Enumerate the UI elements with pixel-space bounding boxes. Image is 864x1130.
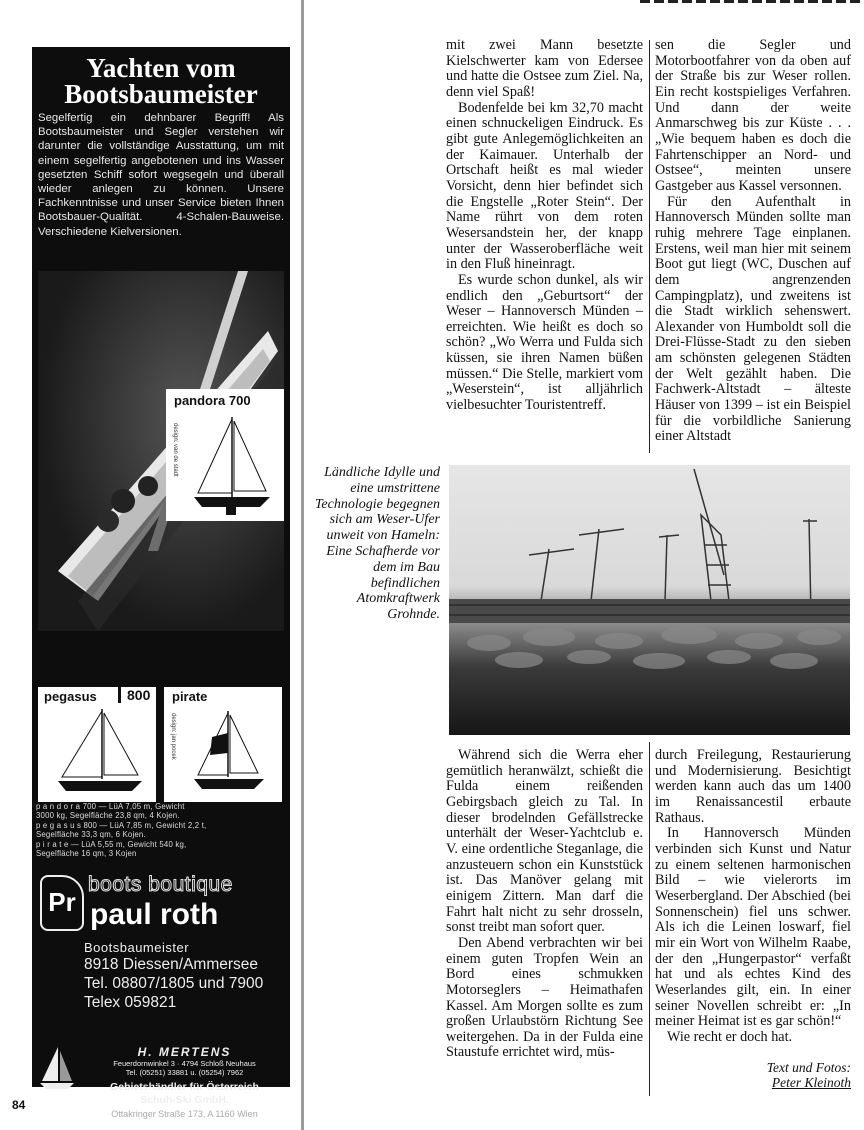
column-rule xyxy=(649,40,650,453)
dealer-label xyxy=(82,1081,287,1106)
pirate-card xyxy=(164,687,282,802)
dealer-info xyxy=(82,1045,287,1119)
spec-line: p a n d o r a 700 — LüA 7,05 m, Gewicht xyxy=(36,802,185,811)
dealer-label-line: Schuh-Ski GmbH. xyxy=(140,1093,229,1106)
dealer-brand: H. MERTENS xyxy=(137,1045,232,1059)
photo-caption: Ländliche Idylle und eine umstrittene Technologie begegnen sich am Weser-Ufer unweit von Hameln: Eine Schafherde vor dem im Bau befindlichen Atomkraftwerk Grohnde. xyxy=(314,465,440,623)
spec-line: Segelfläche 16 qm, 3 Kojen xyxy=(36,849,137,859)
pandora-card xyxy=(166,389,284,521)
spec-line: Segelfläche 33,3 qm, 6 Kojen. xyxy=(36,830,146,840)
boutique-wordmark: boots boutique xyxy=(88,873,233,896)
dealer-address: Feuerdornwinkel 3 · 4794 Schloß Neuhaus xyxy=(113,1059,256,1068)
spec-line: p e g a s u s 800 — LüA 7,85 m, Gewicht 2,2 t, xyxy=(36,820,207,830)
pirate-designer-credit: design: jan pocek xyxy=(170,713,176,760)
company-role: Bootsbaumeister xyxy=(84,940,190,955)
paragraph: sen die Segler und Motorbootfahrer von da oben auf der Straße bis zur Weser rollen. Ein recht kostspieliges Verfahren. Und dann der weite Anmarschweg bis zur Küste . . . „Wie bequem haben es doch die Fahrtenschipper an Nord- und Ostsee“, meinten unsere Gastgeber aus Kassel versonnen. xyxy=(655,37,851,194)
article-credit xyxy=(655,1060,851,1090)
paragraph: Es wurde schon dunkel, als wir endlich den „Geburtsort“ der Weser – Hannoversch Münden – erreichten. Wie heißt es doch so schön? „Wo Werra und Fulda sich küssen, sie ihren Namen büßen müssen.“ Die Stelle, markiert vom „Weserstein“, ist alljährlich vielbesuchter Touristentreff. xyxy=(446,271,643,414)
paragraph: Den Abend verbrachten wir bei einem guten Tropfen Wein an Bord eines schmukken Motorseglers – Heimathafen Kassel. Am Morgen sollte es zum großen Urlaubstörn Richtung See weitergehen. Da in der Fulda eine Staustufe errichtet wird, müs- xyxy=(446,934,643,1061)
ad-headline-line-2: Bootsbaumeister xyxy=(64,79,258,109)
company-logo xyxy=(38,867,286,937)
dealer-label-line: Gebietshändler für Österreich xyxy=(110,1081,259,1093)
pegasus-sail-plan xyxy=(52,707,148,799)
ad-headline-line-1: Yachten vom xyxy=(86,53,236,83)
spec-line: 3000 kg, Segelfläche 23,8 qm, 4 Kojen. xyxy=(36,811,180,821)
page-number: 84 xyxy=(12,1098,26,1112)
paragraph: Während sich die Werra eher gemütlich heranwälzt, schießt die Fulda einem reißenden Gebirgsbach gleich zu Tal. In dieser brodelnden Gefällstrecke unterhält der Weser-Yachtclub e. V. eine ordentliche Steganlage, die anzusteuern schon ein Kunststück ist. Das Manöver gelang mit einigem Zittern. Man darf die Fahrt halt nicht zu sehr drosseln, sonst treibt man sofort quer. xyxy=(446,747,643,936)
article-photo-power-plant xyxy=(449,465,850,735)
contact-telex: Telex 059821 xyxy=(84,994,177,1011)
dealer-phone: Tel. (05251) 33881 u. (05254) 7962 xyxy=(125,1068,244,1077)
credit-label: Text und Fotos: xyxy=(766,1060,851,1075)
spec-line: p i r a t e — LüA 5,55 m, Gewicht 540 kg, xyxy=(36,839,187,849)
boat-specifications xyxy=(36,802,286,858)
article-column-3 xyxy=(446,748,643,1061)
top-border-dash xyxy=(640,0,864,3)
paragraph: Wie recht er doch hat. xyxy=(667,1028,793,1045)
dealer-vienna-address: Ottakringer Straße 173, A 1160 Wien xyxy=(111,1109,258,1119)
company-name: paul roth xyxy=(90,898,219,931)
article-column-2 xyxy=(655,38,851,445)
column-rule xyxy=(649,742,650,1096)
ad-copy: Segelfertig ein dehnbarer Begriff! Als Bootsbaumeister und Segler verstehen wir darunter die vollständige Ausstattung, um mit einem segelfertig angebotenen und ins Wasser gesetzten Schiff sofort wegsegeln und überall wieder anlegen zu können. Unsere Fachkenntnisse und unser Service bieten Ihnen Bootsbauer-Qualität. 4-Schalen-Bauweise. Verschiedene Kielversionen. xyxy=(38,112,284,238)
pandora-name: pandora 700 xyxy=(174,393,251,408)
pandora-sail-plan xyxy=(186,413,278,517)
pegasus-size: 800 xyxy=(118,687,150,703)
ad-headline xyxy=(38,55,284,107)
paragraph: mit zwei Mann besetzte Kielschwerter kam von Edersee und hatte die Ostsee zum Ziel. Na, denn viel Spaß! xyxy=(446,37,643,100)
article-column-1 xyxy=(446,38,643,414)
power-plant-scene xyxy=(449,465,850,735)
contact-address: 8918 Diessen/Ammersee xyxy=(84,956,259,973)
company-contact xyxy=(84,940,288,1012)
yacht-advertisement xyxy=(32,47,290,1119)
pirate-sail-plan xyxy=(184,707,276,799)
paragraph: Bodenfelde bei km 32,70 macht einen schnuckeligen Eindruck. Es gibt gute Anlegemöglichkeiten an der Kaimauer. Unterhalb der Ortschaft heißt es mal wieder Vorsicht, denn hier befindet sich die Engstelle „Roter Stein“. Der Name rührt von dem roten Wesersandstein her, der knapp unter der Wasseroberfläche weit in den Fluß hineinragt. xyxy=(446,99,643,273)
pegasus-name: pegasus xyxy=(44,689,97,704)
page-gutter-line xyxy=(301,0,304,1130)
contact-phone: Tel. 08807/1805 und 7900 xyxy=(84,975,264,992)
pr-monogram: Pr xyxy=(40,875,84,931)
ad-sailing-photo xyxy=(38,271,284,631)
paragraph: Für den Aufenthalt in Hannoversch Münden sollte man ruhig mehrere Tage einplanen. Erstens, weil man hier mit seinem Boot gut liegt (WC, Duschen auf dem angrenzenden Campingplatz), und zweitens ist die Stadt wirklich sehenswert. Alexander von Humboldt soll die Drei-Flüsse-Stadt zu den sieben am schönsten gelegenen Städten der Welt gezählt haben. Die Fachwerk-Altstadt – älteste Häuser von 1399 – ist ein Beispiel für die vorbildliche Sanierung einer Altstadt xyxy=(655,193,851,445)
sail-logo-icon xyxy=(40,1045,74,1089)
pandora-designer-credit: design: van de stadt xyxy=(172,423,178,477)
article-column-4 xyxy=(655,748,851,1045)
pegasus-card xyxy=(38,687,156,802)
pirate-name: pirate xyxy=(172,689,208,704)
credit-author: Peter Kleinoth xyxy=(771,1075,851,1090)
paragraph: In Hannoversch Münden verbinden sich Kunst und Natur zu einem seltenen harmonischen Bild – wie vielerorts im Weserbergland. Der Abschied (bei Sonnenschein) fiel uns schwer. Als ich die Leinen loswarf, fiel mir ein Wort von Wilhelm Raabe, der den „Hungerpastor“ verfaßt hat und als echtes Kind des Weserlandes gilt, ein. In einer seiner Novellen schreibt er: „In meiner Heimat ist es gar schön!“ xyxy=(655,825,851,1030)
paragraph: durch Freilegung, Restaurierung und Modernisierung. Besichtigt werden kann auch das um 1400 im Renaissancestil erbaute Rathaus. xyxy=(655,747,851,826)
